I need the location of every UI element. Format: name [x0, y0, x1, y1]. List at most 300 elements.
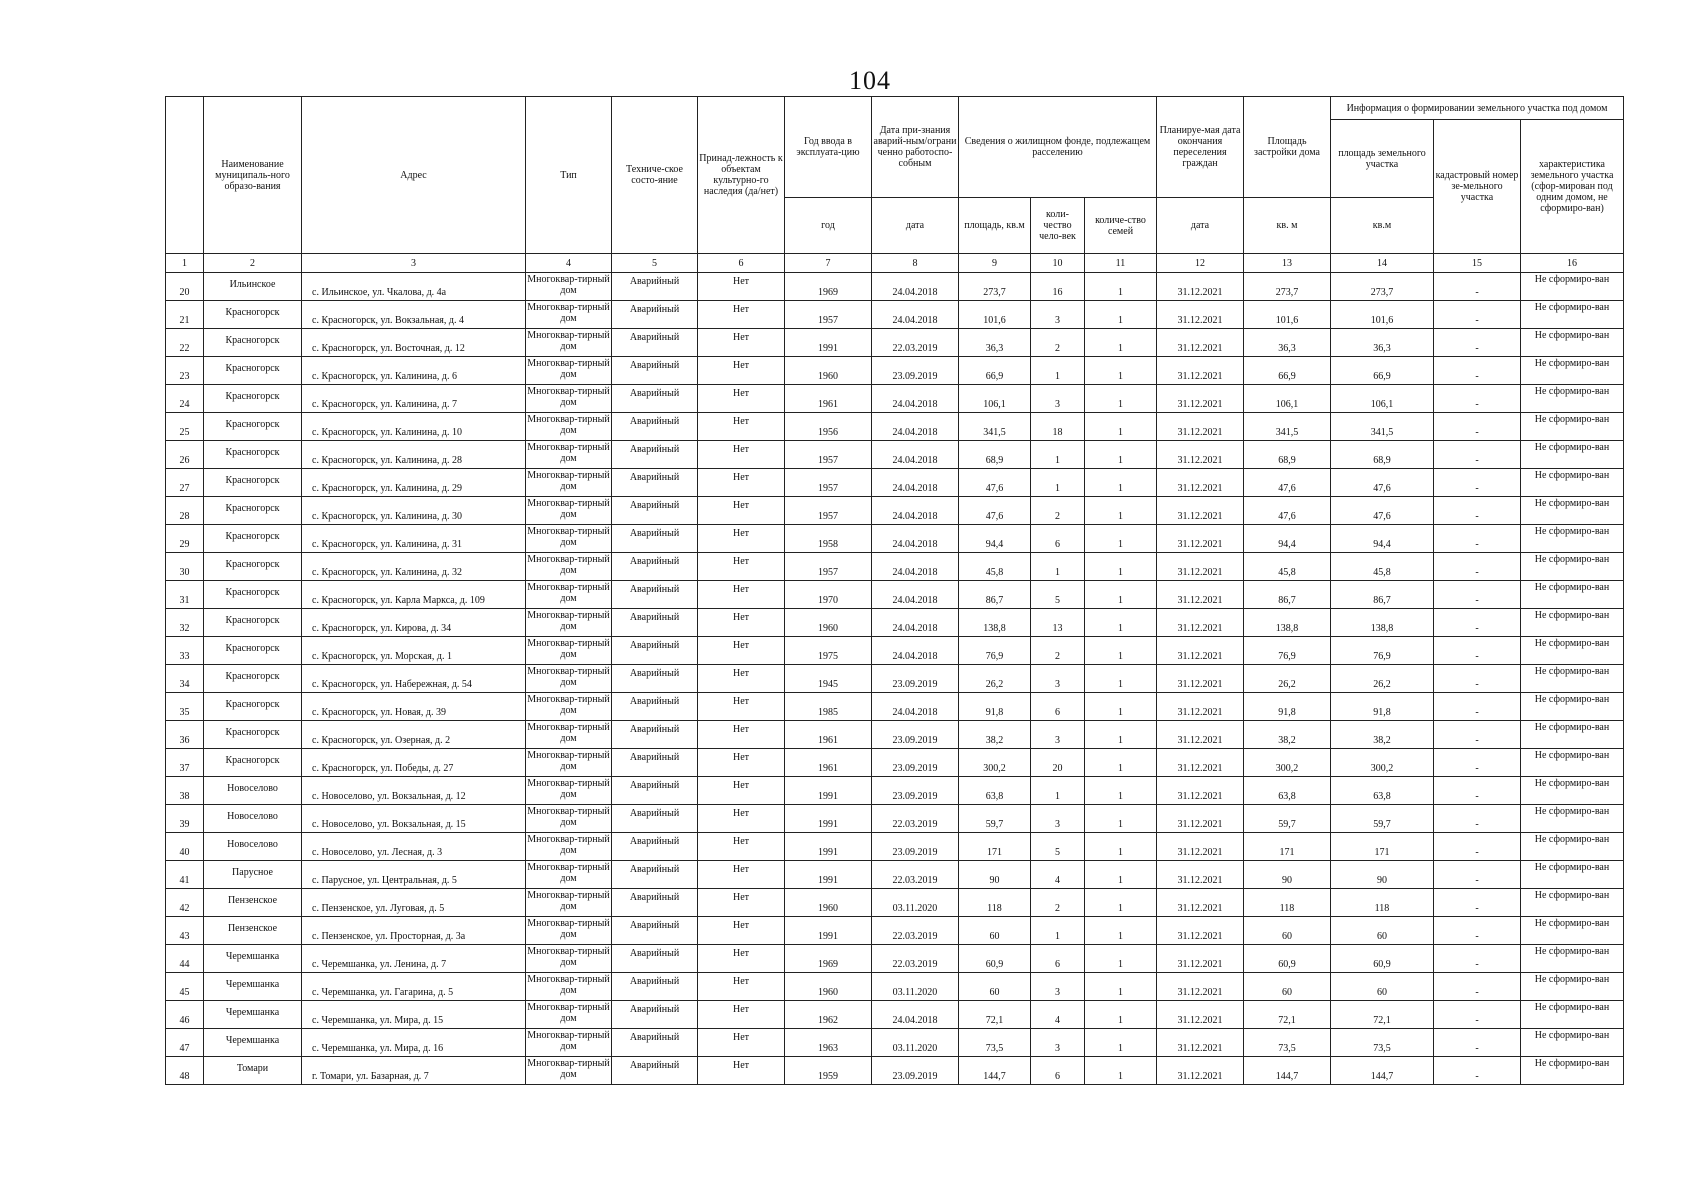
table-row	[166, 861, 1624, 889]
table-row	[166, 749, 1624, 777]
people-cell: 5	[1031, 833, 1085, 861]
header-planned-date: Планируе-мая дата окончания переселения граждан	[1157, 97, 1244, 198]
address-cell: с. Красногорск, ул. Набережная, д. 54	[302, 665, 526, 693]
row-number: 33	[166, 637, 204, 665]
building-area-cell: 341,5	[1244, 413, 1331, 441]
year-cell: 1956	[785, 413, 872, 441]
planned-date-cell: 31.12.2021	[1157, 945, 1244, 973]
cadastral-cell: -	[1434, 805, 1521, 833]
year-cell: 1961	[785, 749, 872, 777]
recognition-date-cell: 23.09.2019	[872, 749, 959, 777]
municipality-cell: Красногорск	[204, 525, 302, 553]
header-condition: Техниче-ское состо-яние	[612, 97, 698, 254]
condition-cell: Аварийный	[612, 357, 698, 385]
condition-cell: Аварийный	[612, 749, 698, 777]
row-number: 28	[166, 497, 204, 525]
table-row	[166, 469, 1624, 497]
heritage-cell: Нет	[698, 973, 785, 1001]
recognition-date-cell: 22.03.2019	[872, 945, 959, 973]
table-row	[166, 581, 1624, 609]
municipality-cell: Новоселово	[204, 777, 302, 805]
people-cell: 2	[1031, 329, 1085, 357]
heritage-cell: Нет	[698, 749, 785, 777]
heritage-cell: Нет	[698, 1029, 785, 1057]
cadastral-cell: -	[1434, 637, 1521, 665]
planned-date-cell: 31.12.2021	[1157, 889, 1244, 917]
heritage-cell: Нет	[698, 553, 785, 581]
table-row	[166, 301, 1624, 329]
planned-date-cell: 31.12.2021	[1157, 553, 1244, 581]
people-cell: 3	[1031, 385, 1085, 413]
year-cell: 1962	[785, 1001, 872, 1029]
cadastral-cell: -	[1434, 357, 1521, 385]
building-area-cell: 86,7	[1244, 581, 1331, 609]
planned-date-cell: 31.12.2021	[1157, 385, 1244, 413]
families-cell: 1	[1085, 665, 1157, 693]
type-cell: Многоквар-тирный дом	[526, 357, 612, 385]
type-cell: Многоквар-тирный дом	[526, 749, 612, 777]
row-number: 30	[166, 553, 204, 581]
condition-cell: Аварийный	[612, 973, 698, 1001]
row-number: 37	[166, 749, 204, 777]
header-type: Тип	[526, 97, 612, 254]
land-char-cell: Не сформиро-ван	[1521, 637, 1624, 665]
families-cell: 1	[1085, 553, 1157, 581]
address-cell: с. Красногорск, ул. Калинина, д. 29	[302, 469, 526, 497]
area-cell: 60,9	[959, 945, 1031, 973]
people-cell: 1	[1031, 469, 1085, 497]
land-char-cell: Не сформиро-ван	[1521, 525, 1624, 553]
address-cell: с. Пензенское, ул. Луговая, д. 5	[302, 889, 526, 917]
cadastral-cell: -	[1434, 609, 1521, 637]
municipality-cell: Пензенское	[204, 889, 302, 917]
column-number: 11	[1085, 254, 1157, 273]
building-area-cell: 66,9	[1244, 357, 1331, 385]
area-cell: 63,8	[959, 777, 1031, 805]
area-cell: 273,7	[959, 273, 1031, 301]
type-cell: Многоквар-тирный дом	[526, 833, 612, 861]
year-cell: 1957	[785, 469, 872, 497]
recognition-date-cell: 23.09.2019	[872, 665, 959, 693]
planned-date-cell: 31.12.2021	[1157, 301, 1244, 329]
resettlement-table	[165, 96, 1624, 1085]
row-number: 44	[166, 945, 204, 973]
area-cell: 144,7	[959, 1057, 1031, 1085]
recognition-date-cell: 23.09.2019	[872, 721, 959, 749]
row-number: 39	[166, 805, 204, 833]
heritage-cell: Нет	[698, 721, 785, 749]
land-area-cell: 273,7	[1331, 273, 1434, 301]
planned-date-cell: 31.12.2021	[1157, 413, 1244, 441]
column-numbers-row	[166, 254, 1624, 273]
condition-cell: Аварийный	[612, 637, 698, 665]
year-cell: 1991	[785, 329, 872, 357]
subheader-year: год	[785, 198, 872, 254]
address-cell: с. Красногорск, ул. Калинина, д. 7	[302, 385, 526, 413]
address-cell: с. Пензенское, ул. Просторная, д. 3а	[302, 917, 526, 945]
type-cell: Многоквар-тирный дом	[526, 469, 612, 497]
land-char-cell: Не сформиро-ван	[1521, 441, 1624, 469]
planned-date-cell: 31.12.2021	[1157, 609, 1244, 637]
people-cell: 13	[1031, 609, 1085, 637]
table-row	[166, 329, 1624, 357]
type-cell: Многоквар-тирный дом	[526, 889, 612, 917]
recognition-date-cell: 24.04.2018	[872, 1001, 959, 1029]
condition-cell: Аварийный	[612, 1001, 698, 1029]
building-area-cell: 300,2	[1244, 749, 1331, 777]
families-cell: 1	[1085, 833, 1157, 861]
recognition-date-cell: 22.03.2019	[872, 805, 959, 833]
condition-cell: Аварийный	[612, 1057, 698, 1085]
year-cell: 1960	[785, 973, 872, 1001]
municipality-cell: Красногорск	[204, 385, 302, 413]
people-cell: 4	[1031, 861, 1085, 889]
families-cell: 1	[1085, 273, 1157, 301]
municipality-cell: Черемшанка	[204, 1001, 302, 1029]
families-cell: 1	[1085, 721, 1157, 749]
land-char-cell: Не сформиро-ван	[1521, 749, 1624, 777]
people-cell: 1	[1031, 553, 1085, 581]
recognition-date-cell: 24.04.2018	[872, 497, 959, 525]
recognition-date-cell: 24.04.2018	[872, 525, 959, 553]
address-cell: с. Красногорск, ул. Победы, д. 27	[302, 749, 526, 777]
people-cell: 1	[1031, 917, 1085, 945]
planned-date-cell: 31.12.2021	[1157, 749, 1244, 777]
land-char-cell: Не сформиро-ван	[1521, 1029, 1624, 1057]
cadastral-cell: -	[1434, 385, 1521, 413]
table-row	[166, 525, 1624, 553]
municipality-cell: Красногорск	[204, 441, 302, 469]
row-number: 29	[166, 525, 204, 553]
year-cell: 1959	[785, 1057, 872, 1085]
families-cell: 1	[1085, 945, 1157, 973]
planned-date-cell: 31.12.2021	[1157, 693, 1244, 721]
row-number: 41	[166, 861, 204, 889]
municipality-cell: Красногорск	[204, 413, 302, 441]
table-row	[166, 1029, 1624, 1057]
address-cell: с. Новоселово, ул. Вокзальная, д. 12	[302, 777, 526, 805]
land-area-cell: 63,8	[1331, 777, 1434, 805]
recognition-date-cell: 24.04.2018	[872, 413, 959, 441]
heritage-cell: Нет	[698, 1001, 785, 1029]
type-cell: Многоквар-тирный дом	[526, 1057, 612, 1085]
header-address: Адрес	[302, 97, 526, 254]
year-cell: 1991	[785, 861, 872, 889]
address-cell: с. Ильинское, ул. Чкалова, д. 4а	[302, 273, 526, 301]
condition-cell: Аварийный	[612, 469, 698, 497]
people-cell: 1	[1031, 777, 1085, 805]
families-cell: 1	[1085, 525, 1157, 553]
row-number: 48	[166, 1057, 204, 1085]
row-number: 20	[166, 273, 204, 301]
municipality-cell: Красногорск	[204, 469, 302, 497]
recognition-date-cell: 03.11.2020	[872, 889, 959, 917]
address-cell: с. Красногорск, ул. Калинина, д. 31	[302, 525, 526, 553]
planned-date-cell: 31.12.2021	[1157, 441, 1244, 469]
planned-date-cell: 31.12.2021	[1157, 357, 1244, 385]
land-char-cell: Не сформиро-ван	[1521, 721, 1624, 749]
land-area-cell: 86,7	[1331, 581, 1434, 609]
people-cell: 18	[1031, 413, 1085, 441]
recognition-date-cell: 24.04.2018	[872, 693, 959, 721]
condition-cell: Аварийный	[612, 301, 698, 329]
cadastral-cell: -	[1434, 945, 1521, 973]
column-number: 9	[959, 254, 1031, 273]
address-cell: с. Красногорск, ул. Вокзальная, д. 4	[302, 301, 526, 329]
condition-cell: Аварийный	[612, 525, 698, 553]
planned-date-cell: 31.12.2021	[1157, 665, 1244, 693]
table-row	[166, 1057, 1624, 1085]
column-number: 5	[612, 254, 698, 273]
municipality-cell: Пензенское	[204, 917, 302, 945]
type-cell: Многоквар-тирный дом	[526, 301, 612, 329]
condition-cell: Аварийный	[612, 693, 698, 721]
building-area-cell: 47,6	[1244, 469, 1331, 497]
header-land-info: Информация о формировании земельного участка под домом	[1331, 97, 1624, 120]
row-number: 25	[166, 413, 204, 441]
planned-date-cell: 31.12.2021	[1157, 497, 1244, 525]
cadastral-cell: -	[1434, 301, 1521, 329]
municipality-cell: Ильинское	[204, 273, 302, 301]
address-cell: г. Томари, ул. Базарная, д. 7	[302, 1057, 526, 1085]
year-cell: 1958	[785, 525, 872, 553]
address-cell: с. Красногорск, ул. Восточная, д. 12	[302, 329, 526, 357]
type-cell: Многоквар-тирный дом	[526, 917, 612, 945]
header-land-char: характеристика земельного участка (сфор-мирован под одним домом, не сформиро-ван)	[1521, 120, 1624, 254]
planned-date-cell: 31.12.2021	[1157, 833, 1244, 861]
row-number: 31	[166, 581, 204, 609]
land-area-cell: 60	[1331, 917, 1434, 945]
recognition-date-cell: 24.04.2018	[872, 385, 959, 413]
header-municipality: Наименование муниципаль-ного образо-вания	[204, 97, 302, 254]
land-area-cell: 118	[1331, 889, 1434, 917]
year-cell: 1963	[785, 1029, 872, 1057]
land-area-cell: 91,8	[1331, 693, 1434, 721]
table-row	[166, 1001, 1624, 1029]
address-cell: с. Новоселово, ул. Вокзальная, д. 15	[302, 805, 526, 833]
table-row	[166, 945, 1624, 973]
row-number: 46	[166, 1001, 204, 1029]
heritage-cell: Нет	[698, 441, 785, 469]
building-area-cell: 106,1	[1244, 385, 1331, 413]
column-number: 4	[526, 254, 612, 273]
type-cell: Многоквар-тирный дом	[526, 525, 612, 553]
subheader-plan-date: дата	[1157, 198, 1244, 254]
address-cell: с. Парусное, ул. Центральная, д. 5	[302, 861, 526, 889]
recognition-date-cell: 24.04.2018	[872, 553, 959, 581]
column-number: 16	[1521, 254, 1624, 273]
table-row	[166, 497, 1624, 525]
condition-cell: Аварийный	[612, 497, 698, 525]
municipality-cell: Черемшанка	[204, 945, 302, 973]
building-area-cell: 273,7	[1244, 273, 1331, 301]
cadastral-cell: -	[1434, 1057, 1521, 1085]
condition-cell: Аварийный	[612, 385, 698, 413]
land-area-cell: 26,2	[1331, 665, 1434, 693]
families-cell: 1	[1085, 1001, 1157, 1029]
header-heritage: Принад-лежность к объектам культурно-го наследия (да/нет)	[698, 97, 785, 254]
condition-cell: Аварийный	[612, 777, 698, 805]
column-number: 8	[872, 254, 959, 273]
building-area-cell: 45,8	[1244, 553, 1331, 581]
heritage-cell: Нет	[698, 273, 785, 301]
subheader-date: дата	[872, 198, 959, 254]
families-cell: 1	[1085, 805, 1157, 833]
building-area-cell: 144,7	[1244, 1057, 1331, 1085]
header-building-area: Площадь застройки дома	[1244, 97, 1331, 198]
people-cell: 16	[1031, 273, 1085, 301]
cadastral-cell: -	[1434, 889, 1521, 917]
cadastral-cell: -	[1434, 441, 1521, 469]
address-cell: с. Новоселово, ул. Лесная, д. 3	[302, 833, 526, 861]
municipality-cell: Красногорск	[204, 749, 302, 777]
condition-cell: Аварийный	[612, 861, 698, 889]
municipality-cell: Новоселово	[204, 833, 302, 861]
families-cell: 1	[1085, 357, 1157, 385]
land-area-cell: 47,6	[1331, 497, 1434, 525]
row-number: 43	[166, 917, 204, 945]
address-cell: с. Красногорск, ул. Калинина, д. 10	[302, 413, 526, 441]
people-cell: 6	[1031, 1057, 1085, 1085]
planned-date-cell: 31.12.2021	[1157, 581, 1244, 609]
condition-cell: Аварийный	[612, 609, 698, 637]
area-cell: 106,1	[959, 385, 1031, 413]
type-cell: Многоквар-тирный дом	[526, 329, 612, 357]
building-area-cell: 73,5	[1244, 1029, 1331, 1057]
land-area-cell: 341,5	[1331, 413, 1434, 441]
land-area-cell: 101,6	[1331, 301, 1434, 329]
building-area-cell: 60	[1244, 917, 1331, 945]
heritage-cell: Нет	[698, 413, 785, 441]
land-char-cell: Не сформиро-ван	[1521, 301, 1624, 329]
cadastral-cell: -	[1434, 497, 1521, 525]
year-cell: 1957	[785, 497, 872, 525]
families-cell: 1	[1085, 301, 1157, 329]
land-area-cell: 76,9	[1331, 637, 1434, 665]
table-row	[166, 973, 1624, 1001]
row-number: 40	[166, 833, 204, 861]
type-cell: Многоквар-тирный дом	[526, 805, 612, 833]
people-cell: 1	[1031, 441, 1085, 469]
building-area-cell: 138,8	[1244, 609, 1331, 637]
row-number: 34	[166, 665, 204, 693]
cadastral-cell: -	[1434, 553, 1521, 581]
year-cell: 1960	[785, 609, 872, 637]
type-cell: Многоквар-тирный дом	[526, 777, 612, 805]
cadastral-cell: -	[1434, 917, 1521, 945]
condition-cell: Аварийный	[612, 665, 698, 693]
planned-date-cell: 31.12.2021	[1157, 1057, 1244, 1085]
building-area-cell: 72,1	[1244, 1001, 1331, 1029]
planned-date-cell: 31.12.2021	[1157, 469, 1244, 497]
families-cell: 1	[1085, 917, 1157, 945]
area-cell: 76,9	[959, 637, 1031, 665]
land-area-cell: 72,1	[1331, 1001, 1434, 1029]
table-row	[166, 917, 1624, 945]
year-cell: 1991	[785, 805, 872, 833]
page-number: 104	[849, 66, 891, 95]
year-cell: 1975	[785, 637, 872, 665]
type-cell: Многоквар-тирный дом	[526, 693, 612, 721]
address-cell: с. Черемшанка, ул. Ленина, д. 7	[302, 945, 526, 973]
year-cell: 1991	[785, 833, 872, 861]
row-number: 27	[166, 469, 204, 497]
column-number: 12	[1157, 254, 1244, 273]
people-cell: 3	[1031, 301, 1085, 329]
land-char-cell: Не сформиро-ван	[1521, 917, 1624, 945]
address-cell: с. Красногорск, ул. Калинина, д. 6	[302, 357, 526, 385]
condition-cell: Аварийный	[612, 273, 698, 301]
row-number: 26	[166, 441, 204, 469]
cadastral-cell: -	[1434, 749, 1521, 777]
subheader-people: коли-чество чело-век	[1031, 198, 1085, 254]
cadastral-cell: -	[1434, 273, 1521, 301]
families-cell: 1	[1085, 497, 1157, 525]
address-cell: с. Красногорск, ул. Озерная, д. 2	[302, 721, 526, 749]
column-number: 2	[204, 254, 302, 273]
cadastral-cell: -	[1434, 581, 1521, 609]
heritage-cell: Нет	[698, 945, 785, 973]
cadastral-cell: -	[1434, 413, 1521, 441]
column-number: 7	[785, 254, 872, 273]
land-char-cell: Не сформиро-ван	[1521, 385, 1624, 413]
address-cell: с. Красногорск, ул. Карла Маркса, д. 109	[302, 581, 526, 609]
land-char-cell: Не сформиро-ван	[1521, 945, 1624, 973]
people-cell: 2	[1031, 497, 1085, 525]
area-cell: 171	[959, 833, 1031, 861]
planned-date-cell: 31.12.2021	[1157, 805, 1244, 833]
condition-cell: Аварийный	[612, 581, 698, 609]
land-area-cell: 138,8	[1331, 609, 1434, 637]
building-area-cell: 90	[1244, 861, 1331, 889]
land-area-cell: 45,8	[1331, 553, 1434, 581]
address-cell: с. Красногорск, ул. Новая, д. 39	[302, 693, 526, 721]
condition-cell: Аварийный	[612, 917, 698, 945]
type-cell: Многоквар-тирный дом	[526, 273, 612, 301]
heritage-cell: Нет	[698, 777, 785, 805]
type-cell: Многоквар-тирный дом	[526, 637, 612, 665]
heritage-cell: Нет	[698, 385, 785, 413]
planned-date-cell: 31.12.2021	[1157, 1001, 1244, 1029]
year-cell: 1985	[785, 693, 872, 721]
people-cell: 3	[1031, 805, 1085, 833]
building-area-cell: 118	[1244, 889, 1331, 917]
condition-cell: Аварийный	[612, 1029, 698, 1057]
families-cell: 1	[1085, 385, 1157, 413]
building-area-cell: 38,2	[1244, 721, 1331, 749]
heritage-cell: Нет	[698, 497, 785, 525]
row-number: 23	[166, 357, 204, 385]
municipality-cell: Красногорск	[204, 721, 302, 749]
building-area-cell: 47,6	[1244, 497, 1331, 525]
people-cell: 6	[1031, 525, 1085, 553]
type-cell: Многоквар-тирный дом	[526, 861, 612, 889]
land-char-cell: Не сформиро-ван	[1521, 777, 1624, 805]
year-cell: 1960	[785, 889, 872, 917]
heritage-cell: Нет	[698, 861, 785, 889]
table-row	[166, 833, 1624, 861]
municipality-cell: Красногорск	[204, 637, 302, 665]
table-row	[166, 637, 1624, 665]
families-cell: 1	[1085, 329, 1157, 357]
land-area-cell: 60	[1331, 973, 1434, 1001]
area-cell: 91,8	[959, 693, 1031, 721]
condition-cell: Аварийный	[612, 805, 698, 833]
heritage-cell: Нет	[698, 637, 785, 665]
area-cell: 47,6	[959, 497, 1031, 525]
cadastral-cell: -	[1434, 469, 1521, 497]
cadastral-cell: -	[1434, 777, 1521, 805]
